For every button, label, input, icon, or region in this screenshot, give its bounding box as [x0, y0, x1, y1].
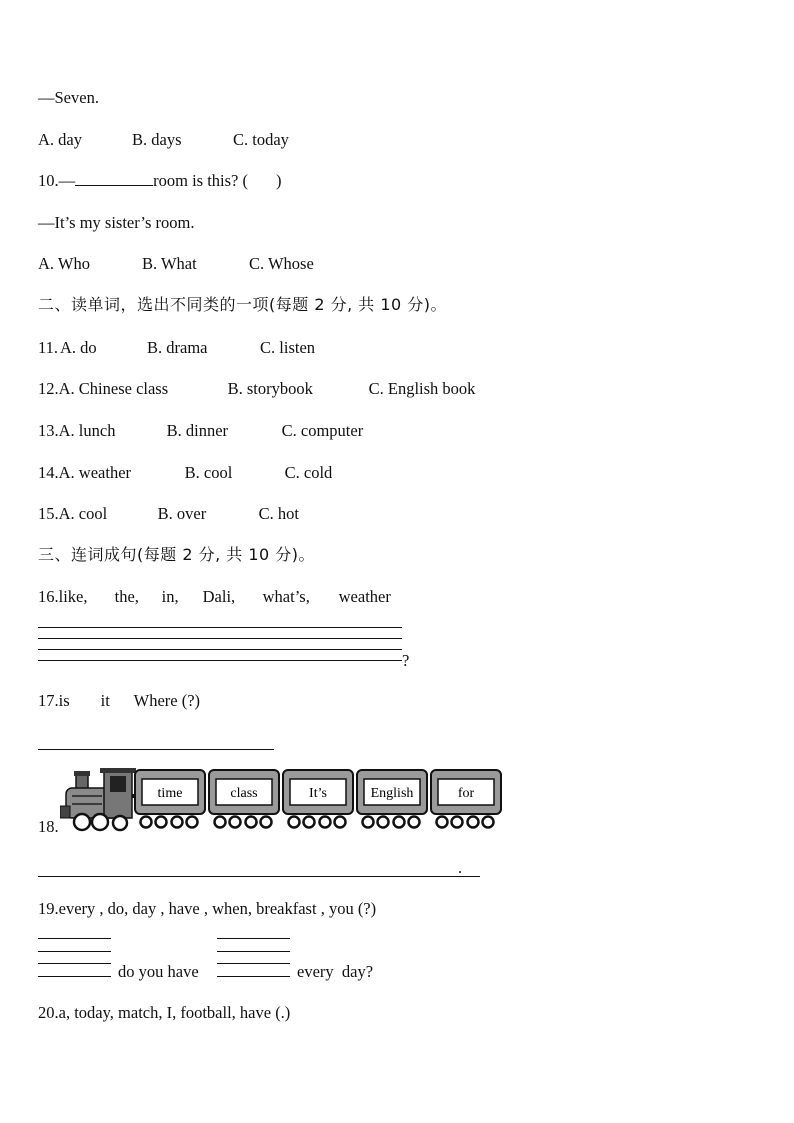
train-word: class: [230, 786, 258, 801]
q10-number: 10.—: [38, 171, 76, 190]
q9-option-c: C. today: [233, 130, 289, 149]
q16-word: like,: [58, 587, 88, 606]
q12-option-a: A. Chinese class: [58, 379, 169, 398]
q9-option-a: A. day: [38, 130, 82, 149]
q14-number: 14.: [38, 463, 59, 482]
q12-number: 12.: [38, 379, 59, 398]
q14-option-b: B. cool: [184, 463, 233, 482]
q17-word: Where (?): [133, 691, 201, 710]
q10-option-a: A. Who: [38, 254, 90, 273]
answer-line: [38, 976, 111, 977]
answer-line: [217, 976, 290, 977]
answer-line: [217, 963, 290, 964]
q13-number: 13.: [38, 421, 59, 440]
q16-word: in,: [161, 587, 179, 606]
section3-title: 三、连词成句(每题 2 分, 共 10 分)。: [38, 545, 316, 564]
q11-option-b: B. drama: [147, 338, 208, 357]
q16: [38, 587, 391, 607]
q15-number: 15.: [38, 504, 59, 523]
train-word: It’s: [309, 786, 327, 801]
q14-option-c: C. cold: [284, 463, 333, 482]
train-word: time: [157, 786, 183, 801]
answer-line: [38, 649, 402, 650]
q16-word: what’s,: [262, 587, 310, 606]
q10-blank: [75, 171, 153, 186]
train-word: English: [370, 786, 414, 801]
q19-middle-text: do you have: [118, 962, 199, 981]
q10-text: room is this? (: [153, 171, 248, 190]
answer-line: [38, 938, 111, 939]
answer-line: [217, 938, 290, 939]
q16-word: the,: [114, 587, 139, 606]
q10-question: [38, 171, 282, 191]
q16-number: 16.: [38, 587, 59, 606]
q17-word: it: [100, 691, 110, 710]
q15: [38, 504, 299, 524]
train-car: [283, 770, 353, 828]
q19-end-text: every day?: [297, 962, 374, 981]
answer-line: [38, 963, 111, 964]
q9-answer: —Seven.: [38, 88, 99, 107]
q11-option-a: A. do: [60, 338, 97, 357]
q19-words: every , do, day , have , when, breakfast , you (?): [58, 899, 377, 918]
q17-number: 17.: [38, 691, 59, 710]
q15-option-c: C. hot: [258, 504, 299, 523]
q19: [38, 899, 376, 919]
q14-option-a: A. weather: [58, 463, 132, 482]
q13-option-a: A. lunch: [58, 421, 116, 440]
q16-word: Dali,: [202, 587, 236, 606]
train-engine: [60, 768, 138, 830]
q12: [38, 379, 475, 399]
q13-option-b: B. dinner: [166, 421, 229, 440]
q19-number: 19.: [38, 899, 59, 918]
q10-answer: —It’s my sister’s room.: [38, 213, 195, 232]
q15-option-a: A. cool: [58, 504, 108, 523]
q15-option-b: B. over: [157, 504, 207, 523]
q9-option-b: B. days: [132, 130, 182, 149]
answer-line: [38, 951, 111, 952]
q16-word: weather: [338, 587, 391, 606]
q11-number: 11.: [38, 338, 59, 357]
train-car: [357, 770, 427, 828]
q9-options: [38, 130, 289, 150]
answer-line: [38, 638, 402, 639]
q16-question-mark: ?: [402, 651, 410, 670]
q18-number: 18.: [38, 817, 59, 836]
answer-line: [217, 951, 290, 952]
train-picture: [60, 766, 506, 834]
q10-options: [38, 254, 314, 274]
q18-period: .: [458, 858, 463, 877]
q13-option-c: C. computer: [281, 421, 364, 440]
q20: [38, 1003, 290, 1023]
answer-line: [38, 627, 402, 628]
q20-number: 20.: [38, 1003, 59, 1022]
answer-line: [38, 660, 402, 661]
q10-option-c: C. Whose: [249, 254, 314, 273]
q10-option-b: B. What: [142, 254, 197, 273]
q17: [38, 691, 200, 711]
q12-option-c: C. English book: [368, 379, 476, 398]
answer-line: [38, 876, 480, 877]
q13: [38, 421, 363, 441]
q11: [38, 338, 315, 358]
train-car: [431, 770, 501, 828]
q11-option-c: C. listen: [260, 338, 316, 357]
train-car: [209, 770, 279, 828]
train-word: for: [457, 786, 475, 801]
q20-words: a, today, match, I, football, have (.): [58, 1003, 291, 1022]
q12-option-b: B. storybook: [227, 379, 313, 398]
q14: [38, 463, 332, 483]
answer-line: [38, 749, 274, 750]
train-car: [135, 770, 205, 828]
q10-close-paren: ): [276, 171, 282, 190]
q17-word: is: [58, 691, 70, 710]
section2-title: 二、读单词，选出不同类的一项(每题 2 分, 共 10 分)。: [38, 295, 448, 314]
